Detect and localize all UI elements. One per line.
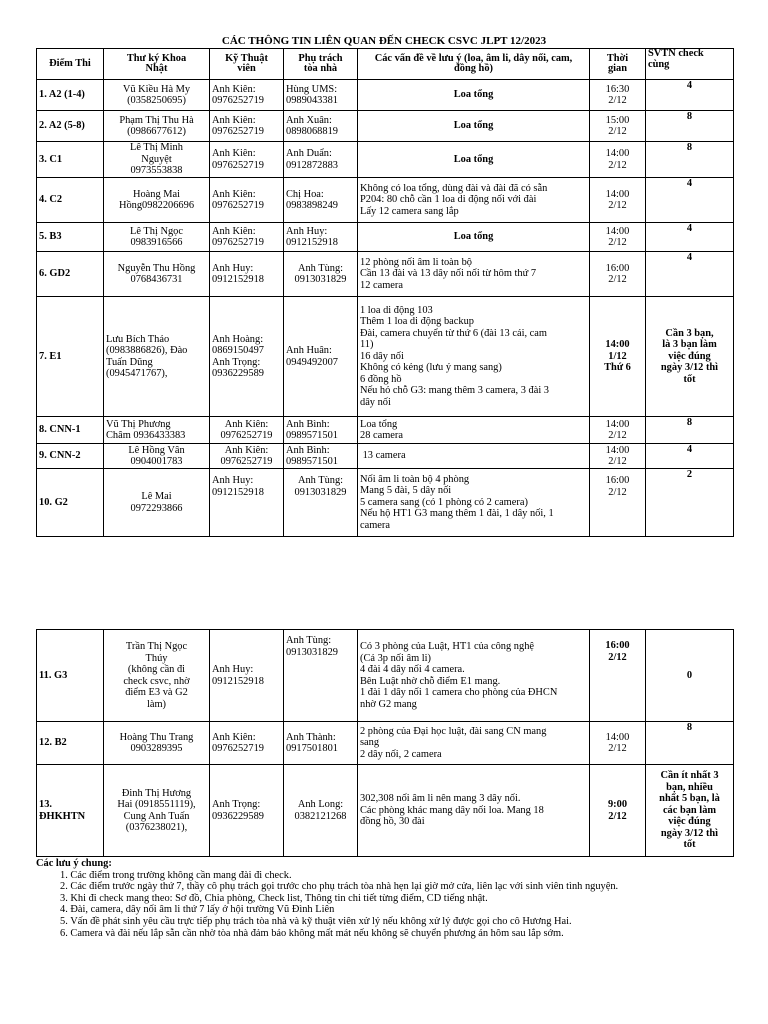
site-cell: 6. GD2	[37, 252, 104, 297]
building-cell: Anh Huy: 0912152918	[284, 223, 358, 252]
technician-cell: Anh Hoàng: 0869150497 Anh Trọng: 0936229589	[210, 297, 284, 417]
time-cell: 16:30 2/12	[590, 80, 646, 111]
issues-bold-line: Loa tổng	[360, 418, 398, 430]
issues-cell: Nối âm li toàn bộ 4 phòng Mang 5 đài, 5 dây nối 5 camera sang (có 1 phòng có 2 camera) Nếu hộ HT1 G3 mang thêm 1 đài, 1 dây nối, 1 camera	[358, 469, 590, 537]
secretary-cell: Phạm Thị Thu Hà (0986677612)	[104, 111, 210, 142]
building-cell: Anh Thành: 0917501801	[284, 722, 358, 765]
notes-list	[36, 870, 736, 940]
svtn-cell: 4	[646, 223, 734, 252]
secretary-cell: Lê Mai 0972293866	[104, 469, 210, 537]
time-cell: 9:00 2/12	[590, 765, 646, 857]
table-row	[37, 111, 734, 142]
technician-cell: Anh Kiên: 0976252719	[210, 417, 284, 444]
secretary-cell: Lưu Bích Thảo (0983886826), Đào Tuấn Dũng (0945471767),	[104, 297, 210, 417]
note-item: 2. Các điểm trước ngày thứ 7, thầy cô phụ trách gọi trước cho phụ trách tòa nhà hẹn lại giờ mở cửa, liên lạc với sinh viên tình nguyện.	[60, 881, 619, 893]
svtn-cell: Cần 3 bạn, là 3 bạn làm việc đúng ngày 3/12 thì tốt	[646, 297, 734, 417]
svtn-cell: 8	[646, 142, 734, 178]
svtn-cell: 8	[646, 722, 734, 765]
table-row	[37, 444, 734, 469]
site-cell: 5. B3	[37, 223, 104, 252]
building-cell: Anh Duẩn: 0912872883	[284, 142, 358, 178]
technician-cell: Anh Kiên: 0976252719	[210, 223, 284, 252]
header-technician: Kỹ Thuật viên	[210, 49, 284, 80]
table-header-row	[37, 49, 734, 80]
note-item: 5. Vấn đề phát sinh yêu cầu trực tiếp phụ trách tòa nhà và kỹ thuật viên xử lý nếu không xử lý được gọi cho cô Hương Hai.	[60, 915, 572, 927]
building-cell: Anh Tùng: 0913031829	[284, 630, 358, 722]
time-cell: 14:00 1/12 Thứ 6	[590, 297, 646, 417]
table-row	[37, 223, 734, 252]
issues-cell: 1 loa di động 103 Thêm 1 loa di động backup Đài, camera chuyển từ thứ 6 (đài 13 cái, cam 11) 16 dây nối Không có kẻng (lưu ý mang sang) 6 đồng hồ Nếu hỏ chỗ G3: mang thêm 3 camera, 3 đài 3 dây nối	[358, 297, 590, 417]
building-cell: Chị Hoa: 0983898249	[284, 178, 358, 223]
building-cell: Anh Tùng: 0913031829	[284, 469, 358, 537]
secretary-cell: Hoàng Thu Trang 0903289395	[104, 722, 210, 765]
site-cell: 13. ĐHKHTN	[37, 765, 104, 857]
issues-line: 28 camera	[360, 430, 403, 441]
header-issues: Các vấn đề về lưu ý (loa, âm li, dây nối, cam, đồng hồ)	[358, 49, 590, 80]
technician-cell: Anh Kiên: 0976252719	[210, 111, 284, 142]
technician-cell: Anh Kiên: 0976252719	[210, 178, 284, 223]
table-row	[37, 469, 734, 537]
facility-check-table-part1	[36, 48, 734, 537]
secretary-cell: Lê Thị Minh Nguyệt 0973553838	[104, 142, 210, 178]
time-cell: 14:00 2/12	[590, 142, 646, 178]
technician-cell: Anh Huy: 0912152918	[210, 630, 284, 722]
table-row	[37, 178, 734, 223]
secretary-cell: Lê Thị Ngọc 0983916566	[104, 223, 210, 252]
header-time: Thời gian	[590, 49, 646, 80]
facility-check-table-part2	[36, 629, 734, 857]
time-cell: 14:00 2/12	[590, 722, 646, 765]
svtn-cell: Cần ít nhất 3 bạn, nhiều nhất 5 bạn, là các bạn làm việc đúng ngày 3/12 thì tốt	[646, 765, 734, 857]
issues-bold-line: Có 3 phòng của Luật, HT1 của công nghệ	[360, 641, 534, 652]
notes-title: Các lưu ý chung:	[36, 858, 112, 869]
issues-cell: Loa tổng	[358, 80, 590, 111]
site-cell: 10. G2	[37, 469, 104, 537]
time-cell: 14:00 2/12	[590, 178, 646, 223]
building-cell: Hùng UMS: 0989043381	[284, 80, 358, 111]
site-cell: 3. C1	[37, 142, 104, 178]
secretary-cell: Vũ Thị Phương Châm 0936433383	[104, 417, 210, 444]
building-cell: Anh Bình: 0989571501	[284, 444, 358, 469]
issues-cell: 2 phòng của Đại học luật, đài sang CN mang sang 2 dây nối, 2 camera	[358, 722, 590, 765]
time-cell: 15:00 2/12	[590, 111, 646, 142]
issues-cell: Loa tổng	[358, 111, 590, 142]
secretary-cell: Đinh Thị Hương Hai (0918551119), Cung Anh Tuấn (0376238021),	[104, 765, 210, 857]
header-site: Điểm Thi	[37, 49, 104, 80]
secretary-cell: Nguyễn Thu Hồng 0768436731	[104, 252, 210, 297]
technician-cell: Anh Kiên: 0976252719	[210, 80, 284, 111]
secretary-cell: Trần Thị Ngọc Thúy (không cần đi check csvc, nhờ điểm E3 và G2 làm)	[104, 630, 210, 722]
issues-cell	[358, 630, 590, 722]
svtn-cell: 0	[646, 630, 734, 722]
svtn-cell: 8	[646, 111, 734, 142]
technician-cell: Anh Huy: 0912152918	[210, 252, 284, 297]
building-cell: Anh Bình: 0989571501	[284, 417, 358, 444]
issues-cell	[358, 417, 590, 444]
header-svtn: SVTN check cùng	[646, 49, 734, 80]
site-cell: 1. A2 (1-4)	[37, 80, 104, 111]
time-cell: 16:00 2/12	[590, 252, 646, 297]
issues-lines: (Cả 3p nối âm li) 4 đài 4 dây nối 4 camera. Bên Luật nhờ chỗ điểm E1 mang. 1 đài 1 dây nối 1 camera cho phòng của ĐHCN nhờ G2 mang	[360, 652, 558, 710]
issues-cell: 12 phòng nối âm li toàn bộ Cần 13 đài và 13 dây nối nối từ hôm thứ 7 12 camera	[358, 252, 590, 297]
table-row	[37, 630, 734, 722]
svtn-cell: 8	[646, 417, 734, 444]
header-building: Phụ trách tòa nhà	[284, 49, 358, 80]
table-row	[37, 722, 734, 765]
note-item: 6. Camera và đài nếu lắp sẵn cần nhờ tòa nhà đảm bảo không mất mát nếu không sẽ chuyển phương án hôm sau lắp sớm.	[60, 927, 564, 939]
secretary-cell: Lê Hồng Vân 0904001783	[104, 444, 210, 469]
issues-cell: Loa tổng	[358, 223, 590, 252]
document-title: CÁC THÔNG TIN LIÊN QUAN ĐẾN CHECK CSVC JLPT 12/2023	[221, 35, 547, 47]
issues-cell: Loa tổng	[358, 142, 590, 178]
time-cell: 16:00 2/12	[590, 630, 646, 722]
time-cell: 16:00 2/12	[590, 469, 646, 537]
site-cell: 12. B2	[37, 722, 104, 765]
technician-cell: Anh Trọng: 0936229589	[210, 765, 284, 857]
secretary-cell: Vũ Kiều Hà My (0358250695)	[104, 80, 210, 111]
site-cell: 2. A2 (5-8)	[37, 111, 104, 142]
time-cell: 14:00 2/12	[590, 223, 646, 252]
header-secretary: Thư ký Khoa Nhật	[104, 49, 210, 80]
svtn-cell: 2	[646, 469, 734, 537]
site-cell: 9. CNN-2	[37, 444, 104, 469]
table-row	[37, 417, 734, 444]
table-row	[37, 142, 734, 178]
site-cell: 11. G3	[37, 630, 104, 722]
table-row	[37, 765, 734, 857]
technician-cell: Anh Kiên: 0976252719	[210, 142, 284, 178]
svtn-cell: 4	[646, 80, 734, 111]
time-cell: 14:00 2/12	[590, 417, 646, 444]
svtn-cell: 4	[646, 444, 734, 469]
site-cell: 7. E1	[37, 297, 104, 417]
technician-cell: Anh Huy: 0912152918	[210, 469, 284, 537]
issues-cell: 13 camera	[358, 444, 590, 469]
table-row	[37, 252, 734, 297]
building-cell: Anh Huân: 0949492007	[284, 297, 358, 417]
building-cell: Anh Long: 0382121268	[284, 765, 358, 857]
secretary-cell: Hoàng Mai Hồng0982206696	[104, 178, 210, 223]
issues-cell: 302,308 nối âm li nên mang 3 dây nối. Các phòng khác mang dây nối loa. Mang 18 đồng hồ, 30 đài	[358, 765, 590, 857]
building-cell: Anh Tùng: 0913031829	[284, 252, 358, 297]
building-cell: Anh Xuân: 0898068819	[284, 111, 358, 142]
table-row	[37, 80, 734, 111]
site-cell: 4. C2	[37, 178, 104, 223]
time-cell: 14:00 2/12	[590, 444, 646, 469]
note-item: 3. Khi đi check mang theo: Sơ đồ, Chia phòng, Check list, Thông tin chi tiết từng điểm, CD tiếng nhật.	[60, 892, 488, 904]
technician-cell: Anh Kiên: 0976252719	[210, 722, 284, 765]
site-cell: 8. CNN-1	[37, 417, 104, 444]
technician-cell: Anh Kiên: 0976252719	[210, 444, 284, 469]
table-row	[37, 297, 734, 417]
note-item: 1. Các điểm trong trường không cần mang đài đi check.	[60, 869, 292, 881]
general-notes	[36, 858, 736, 939]
svtn-cell: 4	[646, 252, 734, 297]
svtn-cell: 4	[646, 178, 734, 223]
note-item: 4. Đài, camera, dây nối âm li thứ 7 lấy ở hội trường Vũ Đình Liên	[60, 904, 335, 916]
issues-cell: Không có loa tổng, dùng đài và đài đã có sẵn P204: 80 chỗ cần 1 loa di động nối với đài Lấy 12 camera sang lắp	[358, 178, 590, 223]
